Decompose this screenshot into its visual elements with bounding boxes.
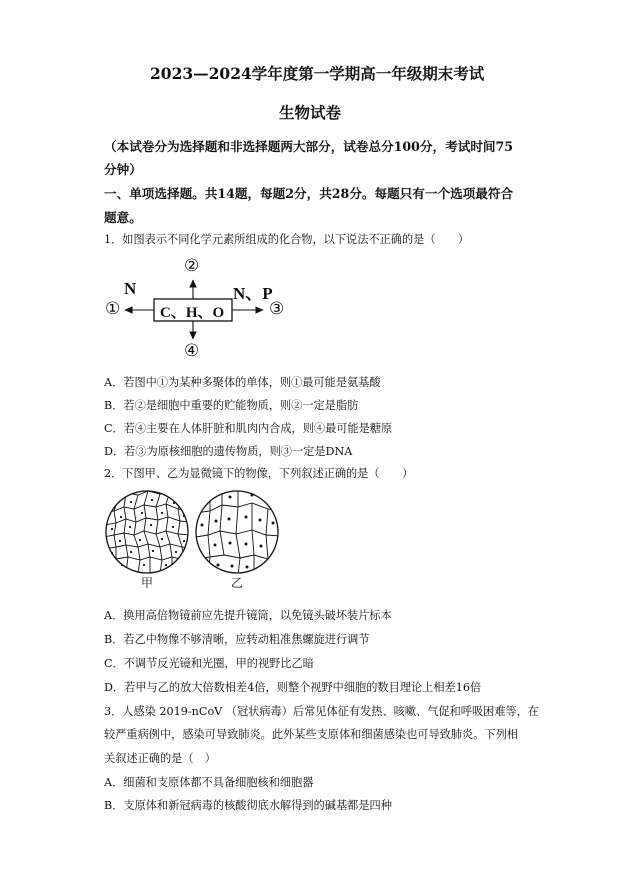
field-jia <box>104 491 190 573</box>
compound-2-label: ② <box>184 256 200 276</box>
right-element-label: N、P <box>233 284 273 303</box>
page-subtitle: 生物试卷 <box>279 103 342 122</box>
question-1-option-b: B．若②是细胞中重要的贮能物质，则②一定是脂肪 <box>104 399 359 412</box>
question-3-stem-line-3: 关叙述正确的是（ ） <box>104 752 216 765</box>
microscope-fields-figure <box>104 489 294 575</box>
exam-note-line-2: 分钟） <box>104 162 142 177</box>
question-3-stem-line-2: 较严重病例中，感染可导致肺炎。此外某些支原体和细菌感染也可导致肺炎。下列相 <box>104 728 518 741</box>
question-1-option-a: A．若图中①为某种多聚体的单体，则①最可能是氨基酸 <box>104 376 381 389</box>
question-3-option-b: B．支原体和新冠病毒的核酸彻底水解得到的碱基都是四种 <box>104 799 392 812</box>
question-2-option-d: D．若甲与乙的放大倍数相差4倍，则整个视野中细胞的数目理论上相差16倍 <box>104 681 482 694</box>
section-heading-line-1: 一、单项选择题。共14题，每题2分，共28分。每题只有一个选项最符合 <box>104 186 514 201</box>
left-element-label: N <box>124 279 137 298</box>
exam-note-line-1: （本试卷分为选择题和非选择题两大部分，试卷总分100分，考试时间75 <box>104 139 514 154</box>
compound-3-label: ③ <box>269 299 285 319</box>
question-2-stem: 2．下图甲、乙为显微镜下的物像，下列叙述正确的是（ ） <box>104 467 414 480</box>
compound-1-label: ① <box>105 299 121 319</box>
field-yi <box>196 489 280 575</box>
question-2-option-b: B．若乙中物像不够清晰，应转动粗准焦螺旋进行调节 <box>104 633 370 646</box>
question-1-option-c: C．若④主要在人体肝脏和肌肉内合成，则④最可能是糖原 <box>104 422 393 435</box>
question-2-option-a: A．换用高倍物镜前应先提升镜筒，以免镜头破坏装片标本 <box>104 609 392 622</box>
section-heading-line-2: 题意。 <box>104 210 142 225</box>
compound-4-label: ④ <box>184 341 200 361</box>
question-1-stem: 1．如图表示不同化学元素所组成的化合物，以下说法不正确的是（ ） <box>104 233 470 246</box>
question-2-option-c: C．不调节反光镜和光圈，甲的视野比乙暗 <box>104 657 314 670</box>
question-1-option-d: D．若③为原核细胞的遗传物质，则③一定是DNA <box>104 445 353 458</box>
center-label: C、H、O <box>160 305 225 321</box>
field-yi-label: 乙 <box>231 576 244 590</box>
page-title: 2023—2024学年度第一学期高一年级期末考试 <box>150 64 485 83</box>
field-jia-label: 甲 <box>141 576 154 590</box>
question-3-stem-line-1: 3．人感染 2019-nCoV （冠状病毒）后常见体征有发热、咳嗽、气促和呼吸困难等，在 <box>104 705 540 718</box>
question-3-option-a: A．细菌和支原体都不具备细胞核和细胞器 <box>104 776 314 789</box>
